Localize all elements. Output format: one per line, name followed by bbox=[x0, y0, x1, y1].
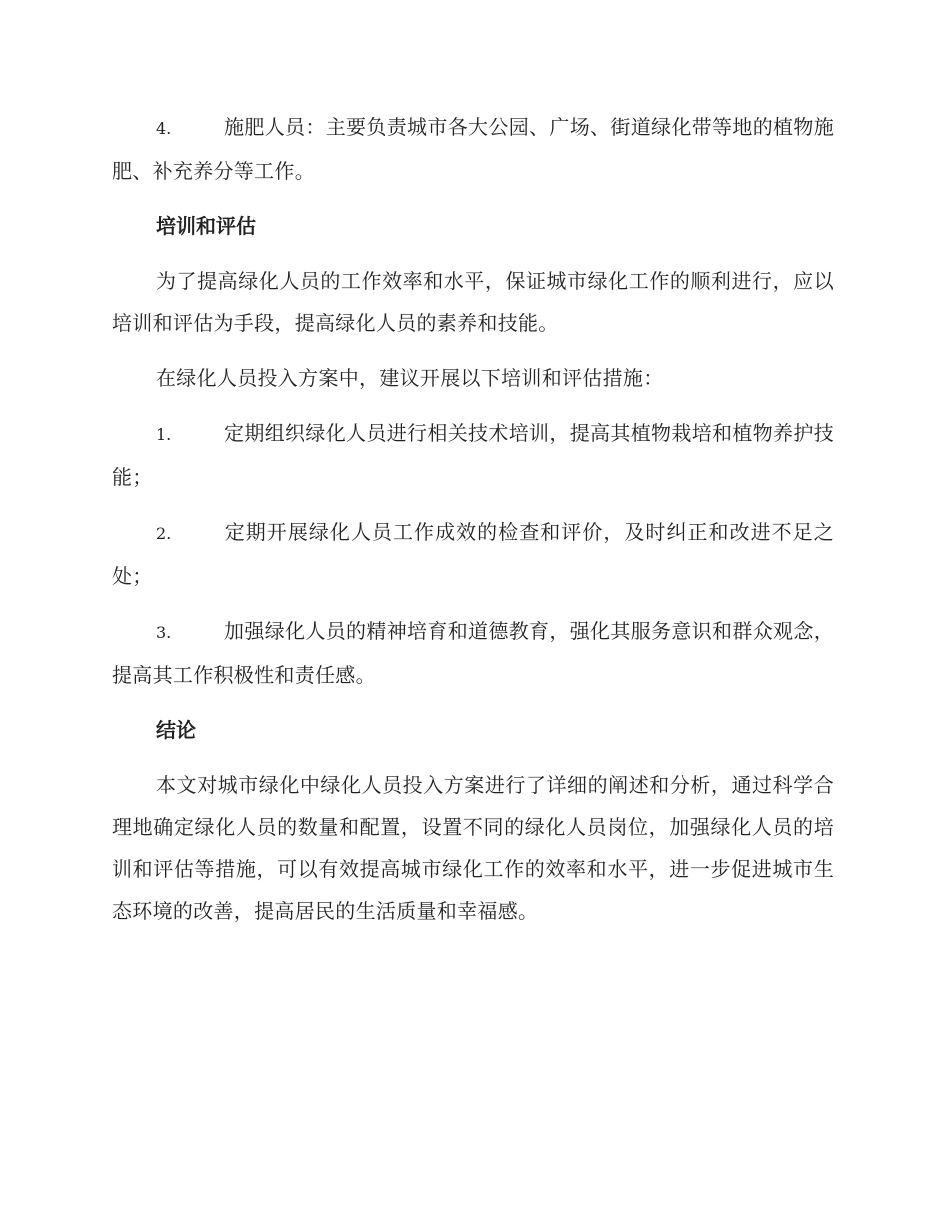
list-text: 定期开展绿化人员工作成效的检查和评价，及时纠正和改进不足之处； bbox=[112, 520, 834, 588]
list-number: 1. bbox=[156, 425, 172, 444]
list-item-fertilizer-staff bbox=[112, 106, 834, 192]
list-number: 2. bbox=[156, 524, 172, 543]
list-item-measure-3 bbox=[112, 610, 834, 696]
list-number: 3. bbox=[156, 623, 172, 642]
paragraph-training-intro: 为了提高绿化人员的工作效率和水平，保证城市绿化工作的顺利进行，应以培训和评估为手段，提高绿化人员的素养和技能。 bbox=[112, 269, 834, 335]
paragraph-training-measures: 在绿化人员投入方案中，建议开展以下培训和评估措施： bbox=[156, 366, 664, 390]
list-text: 施肥人员：主要负责城市各大公园、广场、街道绿化带等地的植物施肥、补充养分等工作。 bbox=[112, 115, 834, 183]
list-text: 加强绿化人员的精神培育和道德教育，强化其服务意识和群众观念，提高其工作积极性和责任感。 bbox=[112, 619, 834, 687]
list-number: 4. bbox=[156, 119, 172, 138]
list-item-measure-1 bbox=[112, 412, 834, 498]
list-item-measure-2 bbox=[112, 511, 834, 597]
section-heading-training: 培训和评估 bbox=[156, 214, 256, 238]
section-heading-conclusion: 结论 bbox=[156, 718, 196, 742]
list-text: 定期组织绿化人员进行相关技术培训，提高其植物栽培和植物养护技能； bbox=[112, 421, 834, 489]
paragraph-conclusion: 本文对城市绿化中绿化人员投入方案进行了详细的阐述和分析，通过科学合理地确定绿化人员的数量和配置，设置不同的绿化人员岗位，加强绿化人员的培训和评估等措施，可以有效提高城市绿化工作的效率和水平，进一步促进城市生态环境的改善，提高居民的生活质量和幸福感。 bbox=[112, 773, 834, 923]
document-page bbox=[112, 106, 834, 932]
